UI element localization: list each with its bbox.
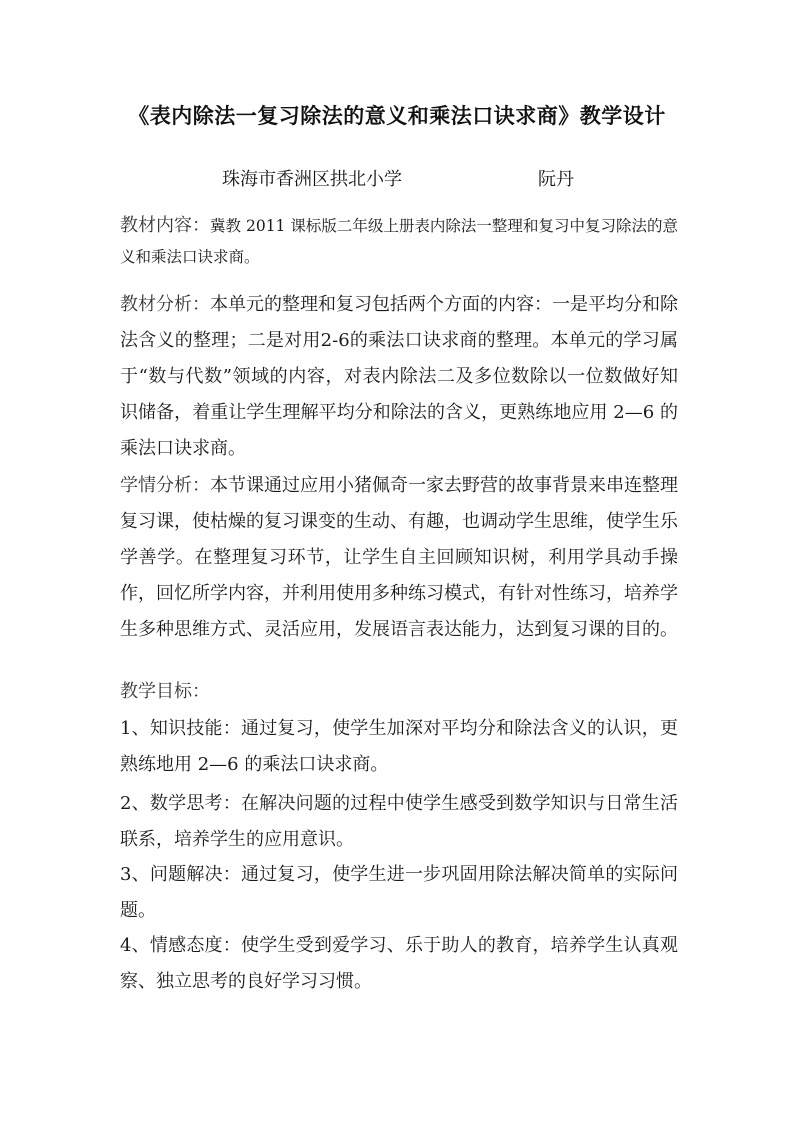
goal-item: 2、数学思考：在解决问题的过程中使学生感受到数学知识与日常生活联系，培养学生的应用意识。	[120, 793, 678, 850]
section-label: 教材内容：	[120, 215, 211, 236]
section-label: 学情分析：	[120, 475, 210, 496]
section-content	[120, 210, 678, 273]
goal-item: 3、问题解决：通过复习，使学生进一步巩固用除法解决简单的实际问题。	[120, 864, 678, 921]
section-analysis	[120, 287, 678, 467]
goal-item: 1、知识技能：通过复习，使学生加深对平均分和除法含义的认识，更熟练地用 2—6 的乘法口诀求商。	[120, 718, 678, 775]
goals-heading: 教学目标：	[120, 681, 210, 702]
document-title: 《表内除法一复习除法的意义和乘法口诀求商》教学设计	[128, 104, 666, 128]
school-name: 珠海市香洲区拱北小学	[222, 169, 402, 190]
goal-item: 4、情感态度：使学生受到爱学习、乐于助人的教育，培养学生认真观察、独立思考的良好学习习惯。	[120, 935, 678, 992]
section-text: 冀教 2011 课标版二年级上册表内除法一整理和复习中复习除法的意义和乘法口诀求商。	[120, 217, 678, 266]
author-name: 阮丹	[538, 169, 574, 190]
section-text: 本单元的整理和复习包括两个方面的内容：一是平均分和除法含义的整理；二是对用2-6的乘法口诀求商的整理。本单元的学习属于“数与代数”领域的内容，对表内除法二及多位数除以一位数做好知识储备，着重让学生理解平均分和除法的含义，更熟练地应用 2—6 的乘法口诀求商。	[120, 294, 678, 459]
section-text: 本节课通过应用小猪佩奇一家去野营的故事背景来串连整理复习课，使枯燥的复习课变的生动、有趣，也调动学生思维，使学生乐学善学。在整理复习环节，让学生自主回顾知识树，利用学具动手操作，回忆所学内容，并利用使用多种练习模式，有针对性练习，培养学生多种思维方式、灵活应用，发展语言表达能力，达到复习课的目的。	[120, 475, 678, 640]
section-label: 教材分析：	[120, 294, 210, 315]
section-students	[120, 468, 678, 648]
